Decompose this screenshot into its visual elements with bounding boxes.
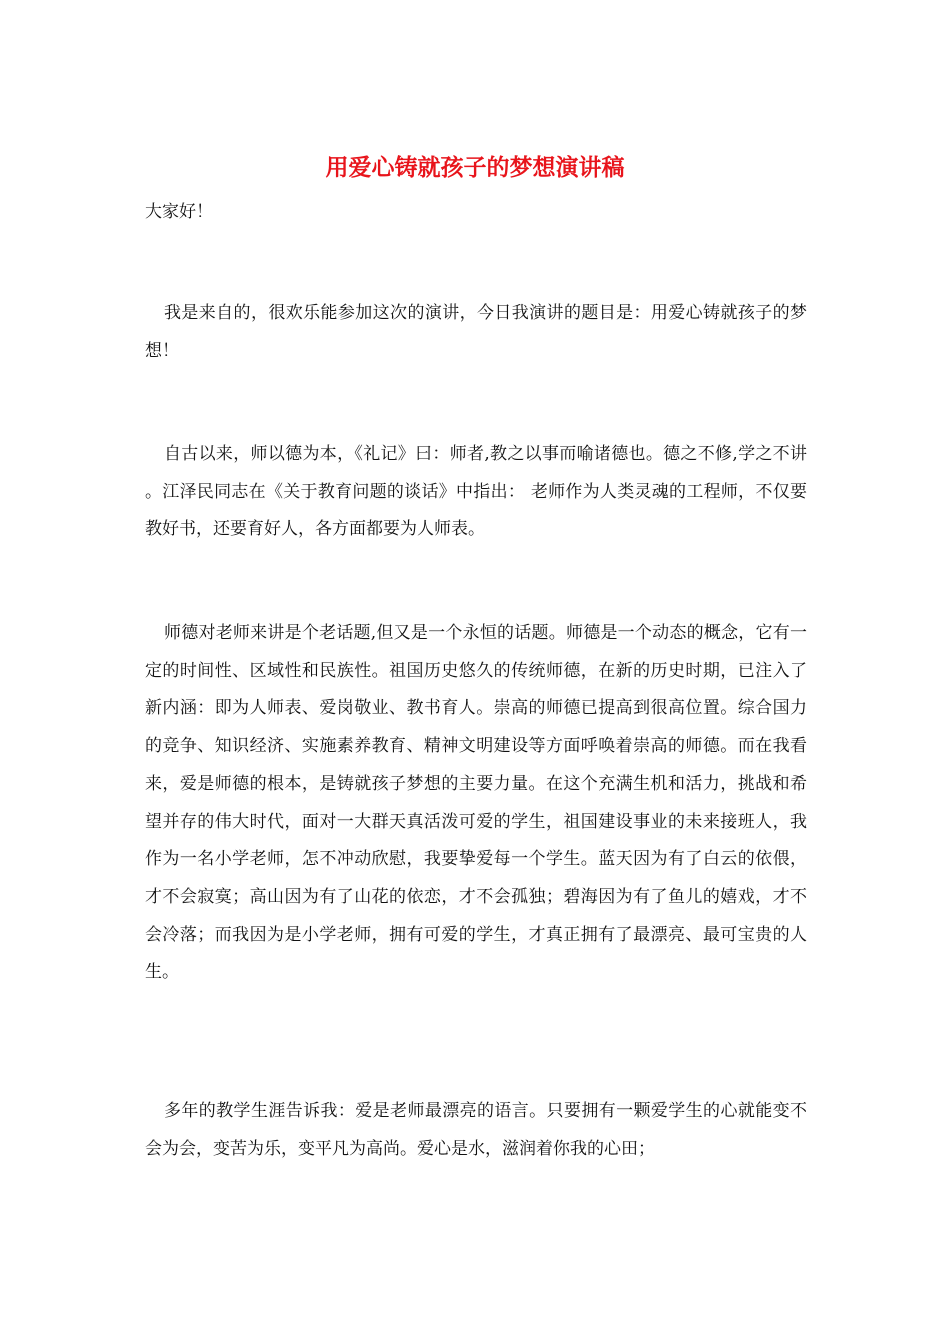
paragraph-tradition: 自古以来，师以德为本，《礼记》曰：师者,教之以事而喻诸德也。德之不修,学之不讲 。江泽民同志在《关于教育问题的谈话》中指出： 老师作为人类灵魂的工程师，不仅要教好书，还要育好人，各方面都要为人师表。	[145, 444, 807, 540]
paragraph-teacher-ethics: 师德对老师来讲是个老话题,但又是一个永恒的话题。师德是一个动态的概念，它有一定的时间性、区域性和民族性。祖国历史悠久的传统师德，在新的历史时期，已注入了新内涵：即为人师表、爱岗敬业、教书育人。崇高的师德已提高到很高位置。综合国力的竞争、知识经济、实施素养教育、精神文明建设等方面呼唤着崇高的师德。而在我看来，爱是师德的根本，是铸就孩子梦想的主要力量。在这个充满生机和活力，挑战和希望并存的伟大时代，面对一大群天真活泼可爱的学生，祖国建设事业的未来接班人，我作为一名小学老师，怎不冲动欣慰，我要挚爱每一个学生。蓝天因为有了白云的依偎，才不会寂寞；高山因为有了山花的依恋，才不会孤独；碧海因为有了鱼儿的嬉戏，才不会冷落；而我因为是小学老师，拥有可爱的学生，才真正拥有了最漂亮、最可宝贵的人生。	[145, 623, 807, 983]
paragraph-intro: 我是来自的，很欢乐能参加这次的演讲，今日我演讲的题目是：用爱心铸就孩子的梦想！	[145, 303, 807, 361]
paragraph-teaching-career: 多年的教学生涯告诉我：爱是老师最漂亮的语言。只要拥有一颗爱学生的心就能变不会为会，变苦为乐，变平凡为高尚。爱心是水，滋润着你我的心田；	[145, 1101, 807, 1159]
greeting-line: 大家好！	[145, 202, 213, 222]
document-title: 用爱心铸就孩子的梦想演讲稿	[325, 154, 625, 181]
